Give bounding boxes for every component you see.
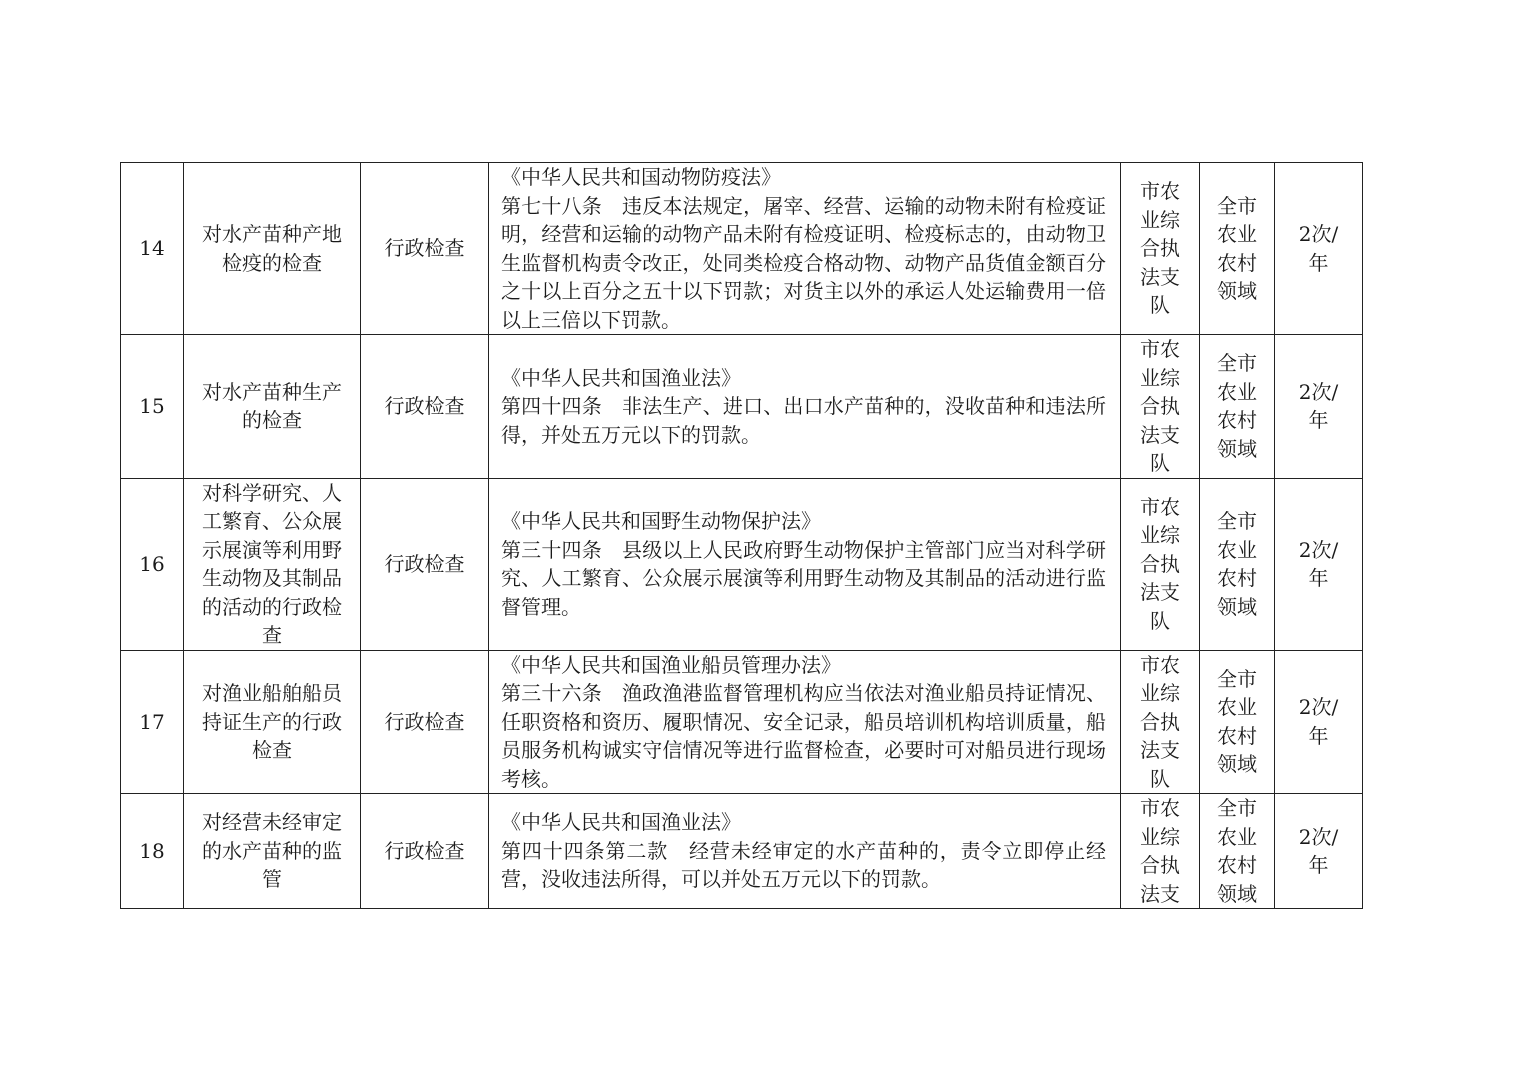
inspection-item — [184, 163, 361, 335]
legal-basis — [489, 794, 1121, 909]
inspection-scope — [1200, 163, 1275, 335]
inspection-table — [120, 162, 1363, 909]
law-title: 《中华人民共和国渔业法》 — [501, 365, 741, 390]
law-article: 第三十六条 渔政渔港监督管理机构应当依法对渔业船员持证情况、任职资格和资历、履职情况、安全记录，船员培训机构培训质量，船员服务机构诚实守信情况等进行监督检查，必要时可对船员进行现场考核。 — [501, 681, 1106, 791]
law-title: 《中华人民共和国野生动物保护法》 — [501, 509, 821, 533]
inspection-scope — [1200, 650, 1275, 794]
enforcement-unit-text: 市农业综合执法支队 — [1140, 179, 1180, 318]
inspection-item-text: 对科学研究、人工繁育、公众展示展演等利用野生动物及其制品的活动的行政检查 — [202, 480, 342, 647]
inspection-type: 行政检查 — [361, 478, 489, 650]
row-number: 14 — [121, 163, 184, 335]
inspection-scope-text: 全市农业农村领域 — [1217, 193, 1257, 303]
law-title: 《中华人民共和国渔业法》 — [501, 810, 741, 835]
legal-basis — [489, 478, 1121, 650]
enforcement-unit — [1121, 163, 1200, 335]
enforcement-unit — [1121, 335, 1200, 479]
inspection-scope-text: 全市农业农村领域 — [1217, 509, 1257, 619]
inspection-item-text: 对水产苗种生产的检查 — [202, 379, 342, 433]
inspection-type: 行政检查 — [361, 650, 489, 794]
inspection-frequency-text: 2次/年 — [1298, 824, 1339, 877]
inspection-frequency — [1275, 163, 1363, 335]
enforcement-unit — [1121, 478, 1200, 650]
inspection-item-text: 对经营未经审定的水产苗种的监管 — [202, 810, 342, 892]
inspection-frequency-text: 2次/年 — [1298, 222, 1339, 275]
enforcement-unit-text: 市农业综合执法支 — [1140, 796, 1180, 906]
legal-basis — [489, 163, 1121, 335]
row-number: 17 — [121, 650, 184, 794]
inspection-type: 行政检查 — [361, 335, 489, 479]
inspection-scope-text: 全市农业农村领域 — [1217, 351, 1257, 461]
inspection-scope — [1200, 478, 1275, 650]
table-row — [121, 163, 1363, 335]
inspection-item — [184, 478, 361, 650]
inspection-scope — [1200, 794, 1275, 909]
inspection-frequency — [1275, 335, 1363, 479]
row-number: 18 — [121, 794, 184, 909]
inspection-scope-text: 全市农业农村领域 — [1217, 796, 1257, 906]
table-row — [121, 794, 1363, 909]
enforcement-unit-text: 市农业综合执法支队 — [1140, 337, 1180, 475]
table-row — [121, 478, 1363, 650]
law-title: 《中华人民共和国动物防疫法》 — [501, 165, 781, 189]
enforcement-unit — [1121, 650, 1200, 794]
inspection-frequency-text: 2次/年 — [1298, 695, 1339, 748]
inspection-type: 行政检查 — [361, 794, 489, 909]
law-article: 第四十四条 非法生产、进口、出口水产苗种的，没收苗种和违法所得，并处五万元以下的罚款。 — [501, 394, 1106, 447]
inspection-item — [184, 335, 361, 479]
legal-basis — [489, 650, 1121, 794]
inspection-scope — [1200, 335, 1275, 479]
inspection-type: 行政检查 — [361, 163, 489, 335]
inspection-frequency — [1275, 478, 1363, 650]
inspection-frequency — [1275, 650, 1363, 794]
inspection-frequency — [1275, 794, 1363, 909]
enforcement-unit-text: 市农业综合执法支队 — [1140, 494, 1180, 633]
inspection-item — [184, 794, 361, 909]
enforcement-unit-text: 市农业综合执法支队 — [1140, 652, 1180, 791]
row-number: 15 — [121, 335, 184, 479]
inspection-item — [184, 650, 361, 794]
enforcement-unit — [1121, 794, 1200, 909]
inspection-scope-text: 全市农业农村领域 — [1217, 666, 1257, 777]
law-article: 第七十八条 违反本法规定，屠宰、经营、运输的动物未附有检疫证明，经营和运输的动物产品未附有检疫证明、检疫标志的，由动物卫生监督机构责令改正，处同类检疫合格动物、动物产品货值金额百分之十以上百分之五十以下罚款；对货主以外的承运人处运输费用一倍以上三倍以下罚款。 — [501, 193, 1106, 332]
table-row — [121, 650, 1363, 794]
legal-basis — [489, 335, 1121, 479]
inspection-frequency-text: 2次/年 — [1298, 537, 1339, 590]
inspection-frequency-text: 2次/年 — [1298, 379, 1339, 433]
table-row — [121, 335, 1363, 479]
law-title: 《中华人民共和国渔业船员管理办法》 — [501, 652, 841, 677]
law-article: 第三十四条 县级以上人民政府野生动物保护主管部门应当对科学研究、人工繁育、公众展示展演等利用野生动物及其制品的活动进行监督管理。 — [501, 537, 1106, 619]
inspection-item-text: 对水产苗种产地检疫的检查 — [202, 222, 342, 275]
row-number: 16 — [121, 478, 184, 650]
inspection-item-text: 对渔业船舶船员持证生产的行政检查 — [202, 681, 342, 762]
law-article: 第四十四条第二款 经营未经审定的水产苗种的，责令立即停止经营，没收违法所得，可以并处五万元以下的罚款。 — [501, 838, 1106, 892]
